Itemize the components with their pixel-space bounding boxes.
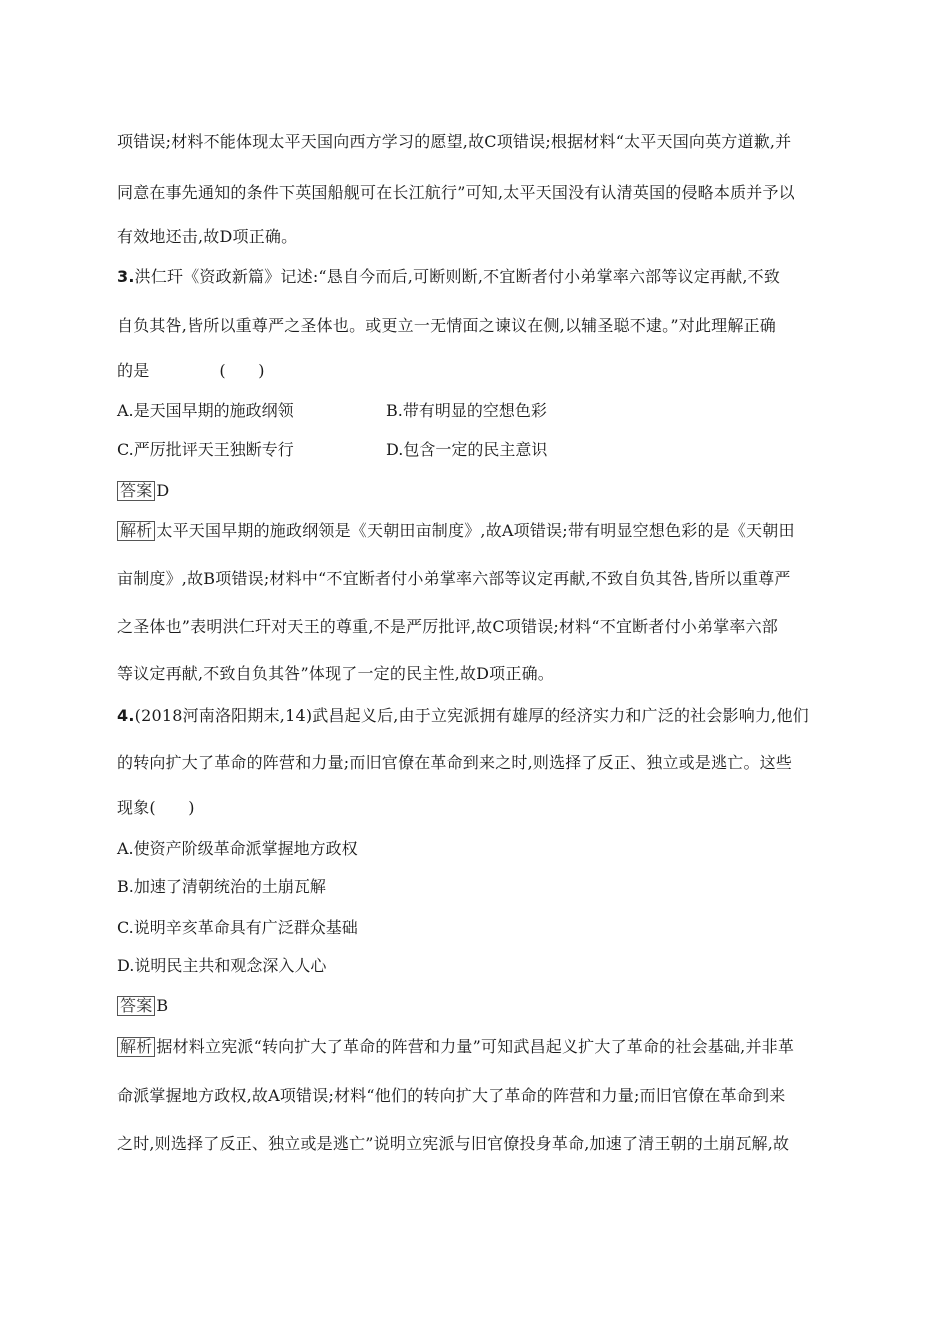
question-number: 3.: [117, 267, 135, 286]
analysis-text: 太平天国早期的施政纲领是《天朝田亩制度》,故A项错误;带有明显空想色彩的是《天朝田: [156, 521, 795, 540]
option-d: D.说明民主共和观念深入人心: [117, 956, 327, 975]
question-text: (2018河南洛阳期末,14)武昌起义后,由于立宪派拥有雄厚的经济实力和广泛的社会影响力,他们: [134, 706, 809, 725]
text-line: 自负其咎,皆所以重尊严之圣体也。或更立一无情面之谏议在侧,以辅圣聪不逮。”对此理解正确: [117, 316, 776, 335]
answer-line: [117, 995, 837, 1017]
text-line: 的转向扩大了革命的阵营和力量;而旧官僚在革命到来之时,则选择了反正、独立或是逃亡。这些: [117, 753, 793, 772]
analysis-line: [117, 520, 837, 542]
option-a: A.使资产阶级革命派掌握地方政权: [117, 839, 358, 858]
option-c: C.说明辛亥革命具有广泛群众基础: [117, 918, 358, 937]
analysis-text: 据材料立宪派“转向扩大了革命的阵营和力量”可知武昌起义扩大了革命的社会基础,并非革: [156, 1037, 795, 1056]
text-line: 同意在事先通知的条件下英国船舰可在长江航行”可知,太平天国没有认清英国的侵略本质并予以: [117, 183, 795, 202]
text-line: 亩制度》,故B项错误;材料中“不宜断者付小弟掌率六部等议定再献,不致自负其咎,皆所以重尊严: [117, 569, 791, 588]
text-line: 项错误;材料不能体现太平天国向西方学习的愿望,故C项错误;根据材料“太平天国向英方道歉,并: [117, 132, 792, 151]
text-line: 有效地还击,故D项正确。: [117, 227, 298, 246]
text-line: 之时,则选择了反正、独立或是逃亡”说明立宪派与旧官僚投身革命,加速了清王朝的土崩瓦解,故: [117, 1134, 790, 1153]
question-4-stem: [117, 705, 837, 727]
question-text: 的是: [117, 361, 150, 380]
option-d: D.包含一定的民主意识: [386, 440, 548, 459]
question-3-stem: [117, 266, 837, 288]
option-b: B.加速了清朝统治的土崩瓦解: [117, 877, 326, 896]
question-number: 4.: [117, 706, 135, 725]
text-line: 命派掌握地方政权,故A项错误;材料“他们的转向扩大了革命的阵营和力量;而旧官僚在革命到来: [117, 1086, 786, 1105]
question-text: 洪仁玕《资政新篇》记述:“恳自今而后,可断则断,不宜断者付小弟掌率六部等议定再献,不致: [134, 267, 781, 286]
option-a: A.是天国早期的施政纲领: [117, 401, 294, 420]
answer-line: [117, 480, 837, 502]
question-3-stem-end: [117, 360, 837, 382]
text-line: 现象( ): [117, 798, 195, 817]
option-b: B.带有明显的空想色彩: [386, 401, 547, 420]
analysis-line: [117, 1036, 837, 1058]
answer-value: B: [156, 996, 169, 1015]
option-c: C.严厉批评天王独断专行: [117, 440, 294, 459]
answer-tag: 答案: [117, 481, 155, 501]
text-line: 等议定再献,不致自负其咎”体现了一定的民主性,故D项正确。: [117, 664, 554, 683]
answer-blank: ( ): [219, 361, 265, 380]
answer-value: D: [156, 481, 170, 500]
analysis-tag: 解析: [117, 1037, 155, 1057]
text-line: 之圣体也”表明洪仁玕对天王的尊重,不是严厉批评,故C项错误;材料“不宜断者付小弟掌率六部: [117, 617, 778, 636]
answer-tag: 答案: [117, 996, 155, 1016]
analysis-tag: 解析: [117, 521, 155, 541]
